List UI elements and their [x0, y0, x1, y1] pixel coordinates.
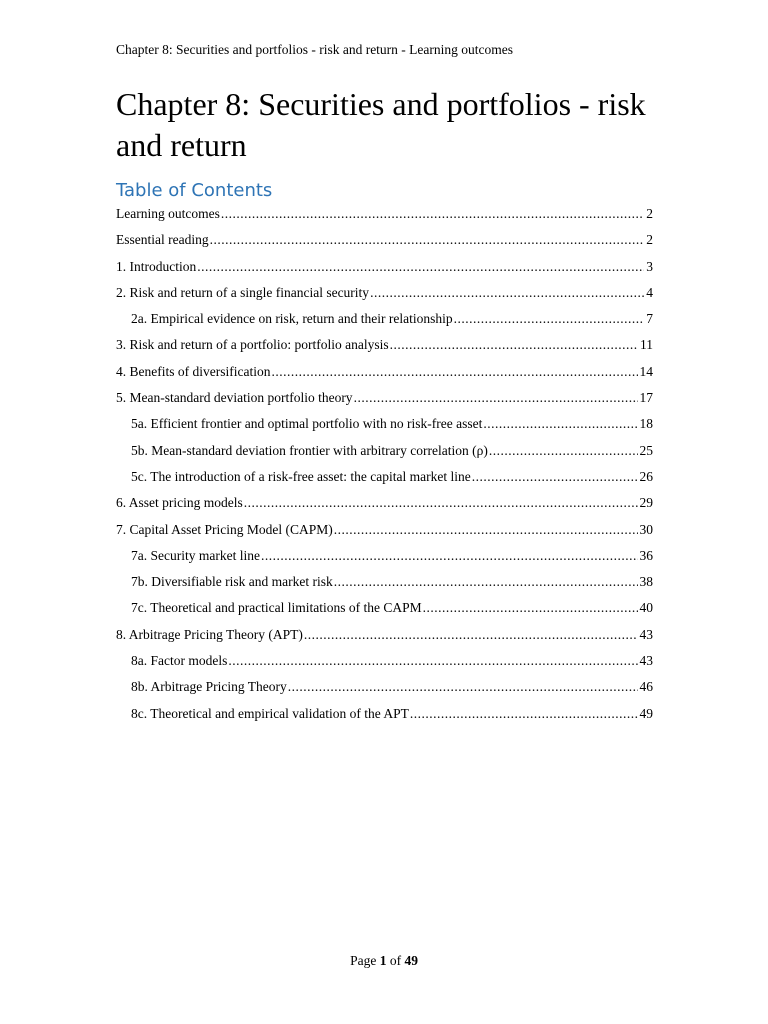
toc-entry-label: 5. Mean-standard deviation portfolio theory: [116, 390, 353, 406]
toc-entry[interactable]: [116, 650, 653, 676]
toc-entry-page-number: 2: [646, 232, 653, 248]
toc-entry-label: 7c. Theoretical and practical limitations of the CAPM: [131, 600, 422, 616]
toc-entry[interactable]: [116, 361, 653, 387]
toc-dot-leader: [390, 334, 638, 356]
toc-entry-label: Learning outcomes: [116, 206, 220, 221]
toc-dot-leader: [354, 387, 638, 409]
toc-entry-page-number: 18: [639, 416, 653, 432]
toc-dot-leader: [483, 413, 637, 435]
toc-entry-page-number: 25: [639, 442, 653, 458]
toc-entry-page-number: 29: [639, 495, 653, 511]
toc-dot-leader: [423, 597, 638, 619]
toc-entry-page-number: 26: [639, 468, 653, 484]
toc-entry[interactable]: [116, 256, 653, 282]
toc-entry-page-number: 17: [639, 390, 653, 406]
toc-entry-label: 2. Risk and return of a single financial security: [116, 284, 370, 300]
footer-page-prefix: Page: [350, 953, 377, 968]
toc-entry[interactable]: [116, 676, 653, 702]
toc-entry-label: 7. Capital Asset Pricing Model (CAPM): [116, 521, 333, 537]
toc-dot-leader: [472, 466, 638, 488]
toc-entry-page-number: 43: [639, 626, 653, 642]
toc-dot-leader: [334, 571, 638, 593]
toc-dot-leader: [261, 545, 638, 567]
toc-dot-leader: [334, 519, 638, 541]
toc-entry-label: 2a. Empirical evidence on risk, return and their relationship: [131, 311, 453, 327]
toc-heading: Table of Contents: [116, 180, 273, 201]
toc-entry[interactable]: [116, 597, 653, 623]
toc-entry[interactable]: [116, 308, 653, 334]
toc-entry-label: 5b. Mean-standard deviation frontier with arbitrary correlation (ρ): [131, 442, 488, 458]
toc-entry-label: 7b. Diversifiable risk and market risk: [131, 574, 333, 590]
toc-entry[interactable]: [116, 545, 653, 571]
toc-entry-page-number: 11: [640, 337, 653, 353]
toc-entry-label: 8c. Theoretical and empirical validation of the APT: [131, 705, 409, 721]
toc-entry[interactable]: [116, 624, 653, 650]
toc-entry[interactable]: [116, 440, 653, 466]
toc-entry-page-number: 2: [646, 206, 653, 221]
toc-entry-page-number: 40: [639, 600, 653, 616]
toc-entry-page-number: 14: [639, 363, 653, 379]
toc-dot-leader: [370, 282, 644, 304]
toc-dot-leader: [304, 624, 638, 646]
running-header: Chapter 8: Securities and portfolios - risk and return - Learning outcomes: [116, 42, 514, 57]
toc-dot-leader: [271, 361, 637, 383]
page-footer: [0, 952, 768, 970]
toc-entry-label: 3. Risk and return of a portfolio: portfolio analysis: [116, 337, 389, 353]
toc-entry[interactable]: [116, 387, 653, 413]
toc-entry-label: 8b. Arbitrage Pricing Theory: [131, 679, 287, 695]
toc-entry-page-number: 49: [639, 705, 653, 721]
toc-entry-page-number: 46: [639, 679, 653, 695]
toc-entry-label: 6. Asset pricing models: [116, 495, 243, 511]
toc-entry-page-number: 30: [639, 521, 653, 537]
toc-entry-page-number: 3: [646, 258, 653, 274]
toc-dot-leader: [228, 650, 637, 672]
toc-entry-page-number: 38: [639, 574, 653, 590]
toc-entry[interactable]: [116, 703, 653, 729]
table-of-contents: [116, 203, 653, 729]
toc-entry[interactable]: [116, 466, 653, 492]
footer-current-page: 1: [379, 953, 387, 968]
toc-entry-page-number: 7: [646, 311, 653, 327]
toc-dot-leader: [197, 256, 644, 278]
toc-dot-leader: [221, 203, 644, 225]
toc-dot-leader: [210, 229, 645, 251]
toc-entry-label: 5a. Efficient frontier and optimal portfolio with no risk-free asset: [131, 416, 483, 432]
toc-entry-label: 8. Arbitrage Pricing Theory (APT): [116, 626, 303, 642]
toc-entry-page-number: 4: [646, 284, 653, 300]
toc-entry-label: 8a. Factor models: [131, 653, 228, 669]
toc-dot-leader: [489, 440, 638, 462]
toc-dot-leader: [288, 676, 638, 698]
toc-entry-label: Essential reading: [116, 232, 209, 248]
toc-entry-label: 1. Introduction: [116, 258, 197, 274]
toc-entry-label: 4. Benefits of diversification: [116, 363, 271, 379]
toc-entry-label: 7a. Security market line: [131, 547, 260, 563]
toc-dot-leader: [410, 703, 638, 725]
toc-entry[interactable]: [116, 413, 653, 439]
toc-entry[interactable]: [116, 492, 653, 518]
toc-entry[interactable]: [116, 203, 653, 229]
toc-entry[interactable]: [116, 519, 653, 545]
toc-dot-leader: [244, 492, 638, 514]
toc-entry[interactable]: [116, 571, 653, 597]
toc-entry[interactable]: [116, 229, 653, 255]
document-title: Chapter 8: Securities and portfolios - risk and return: [116, 86, 646, 163]
toc-entry-page-number: 36: [639, 547, 653, 563]
toc-entry-page-number: 43: [639, 653, 653, 669]
toc-dot-leader: [454, 308, 645, 330]
toc-entry-label: 5c. The introduction of a risk-free asset: the capital market line: [131, 468, 471, 484]
toc-entry[interactable]: [116, 334, 653, 360]
footer-total-pages: 49: [404, 953, 418, 968]
footer-of-label: of: [389, 953, 402, 968]
toc-entry[interactable]: [116, 282, 653, 308]
